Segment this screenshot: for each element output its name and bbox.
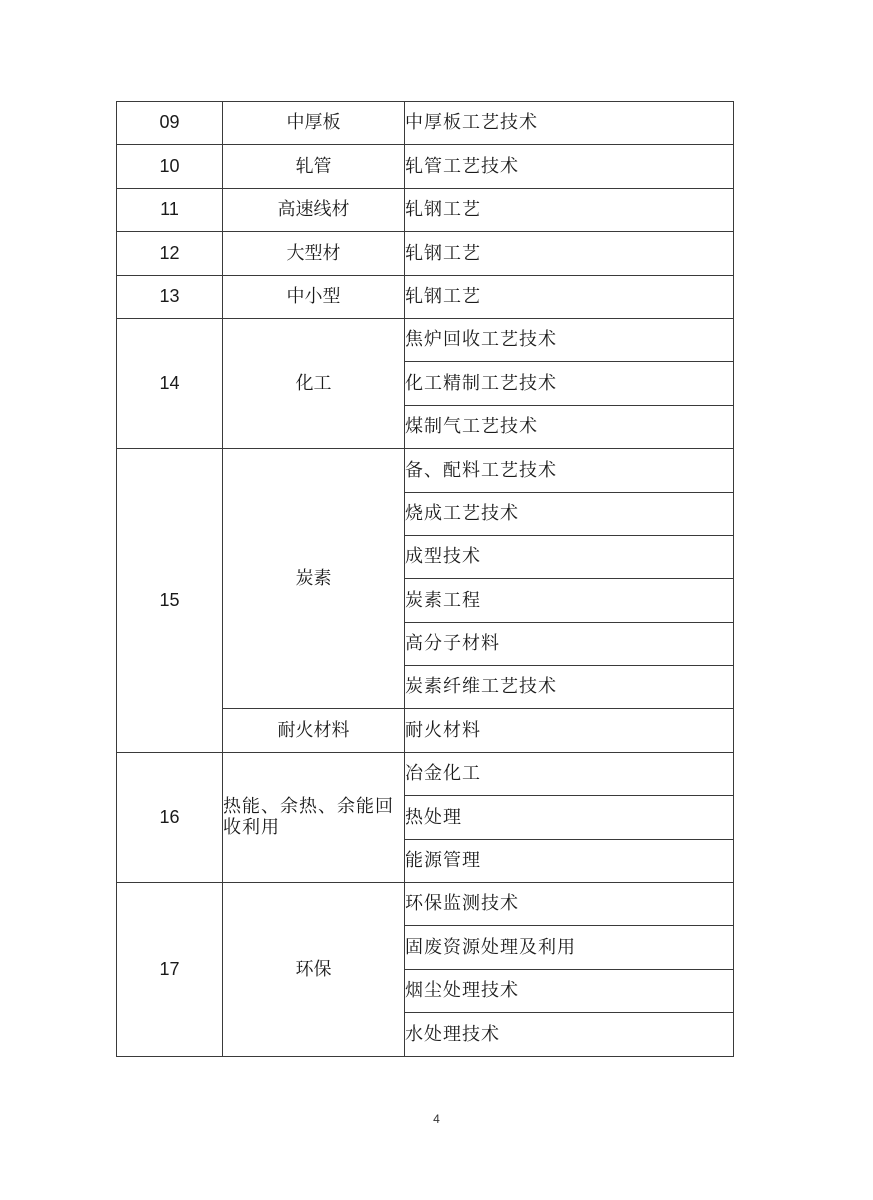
table-row	[117, 188, 734, 231]
table-row	[117, 232, 734, 275]
specialty-item-cell: 冶金化工	[405, 752, 734, 795]
row-number: 12	[117, 232, 223, 275]
row-number: 14	[117, 318, 223, 448]
category-cell: 中小型	[223, 275, 405, 318]
row-number: 09	[117, 102, 223, 145]
page-number: 4	[433, 1112, 440, 1126]
table-body	[117, 102, 734, 1057]
category-cell: 化工	[223, 318, 405, 448]
specialty-item-cell: 轧钢工艺	[405, 188, 734, 231]
specialty-item-cell: 轧管工艺技术	[405, 145, 734, 188]
table-row	[117, 275, 734, 318]
row-number: 11	[117, 188, 223, 231]
specialty-item-cell: 成型技术	[405, 535, 734, 578]
row-number: 15	[117, 449, 223, 753]
specialty-item-cell: 轧钢工艺	[405, 275, 734, 318]
specialty-item-cell: 化工精制工艺技术	[405, 362, 734, 405]
specialty-item-cell: 备、配料工艺技术	[405, 449, 734, 492]
row-number: 16	[117, 752, 223, 882]
category-cell: 大型材	[223, 232, 405, 275]
specialty-item-cell: 热处理	[405, 796, 734, 839]
specialty-item-cell: 固废资源处理及利用	[405, 926, 734, 969]
row-number: 17	[117, 883, 223, 1057]
row-number: 13	[117, 275, 223, 318]
specialty-item-cell: 能源管理	[405, 839, 734, 882]
specialty-item-cell: 轧钢工艺	[405, 232, 734, 275]
specialty-item-cell: 中厚板工艺技术	[405, 102, 734, 145]
table-row	[117, 449, 734, 492]
specialty-item-cell: 烟尘处理技术	[405, 969, 734, 1012]
specialty-item-cell: 高分子材料	[405, 622, 734, 665]
table-row	[117, 318, 734, 361]
specialty-item-cell: 炭素纤维工艺技术	[405, 666, 734, 709]
table-row	[117, 145, 734, 188]
table-row	[117, 752, 734, 795]
category-cell: 耐火材料	[223, 709, 405, 752]
category-cell: 中厚板	[223, 102, 405, 145]
specialty-item-cell: 焦炉回收工艺技术	[405, 318, 734, 361]
specialty-table	[116, 101, 734, 1057]
row-number: 10	[117, 145, 223, 188]
category-cell: 炭素	[223, 449, 405, 709]
category-cell: 轧管	[223, 145, 405, 188]
table-row	[117, 102, 734, 145]
category-cell: 环保	[223, 883, 405, 1057]
specialty-item-cell: 炭素工程	[405, 579, 734, 622]
category-cell: 热能、余热、余能回收利用	[223, 752, 405, 882]
table-row	[117, 883, 734, 926]
specialty-item-cell: 烧成工艺技术	[405, 492, 734, 535]
specialty-item-cell: 环保监测技术	[405, 883, 734, 926]
category-cell: 高速线材	[223, 188, 405, 231]
specialty-item-cell: 水处理技术	[405, 1013, 734, 1056]
specialty-item-cell: 耐火材料	[405, 709, 734, 752]
specialty-item-cell: 煤制气工艺技术	[405, 405, 734, 448]
